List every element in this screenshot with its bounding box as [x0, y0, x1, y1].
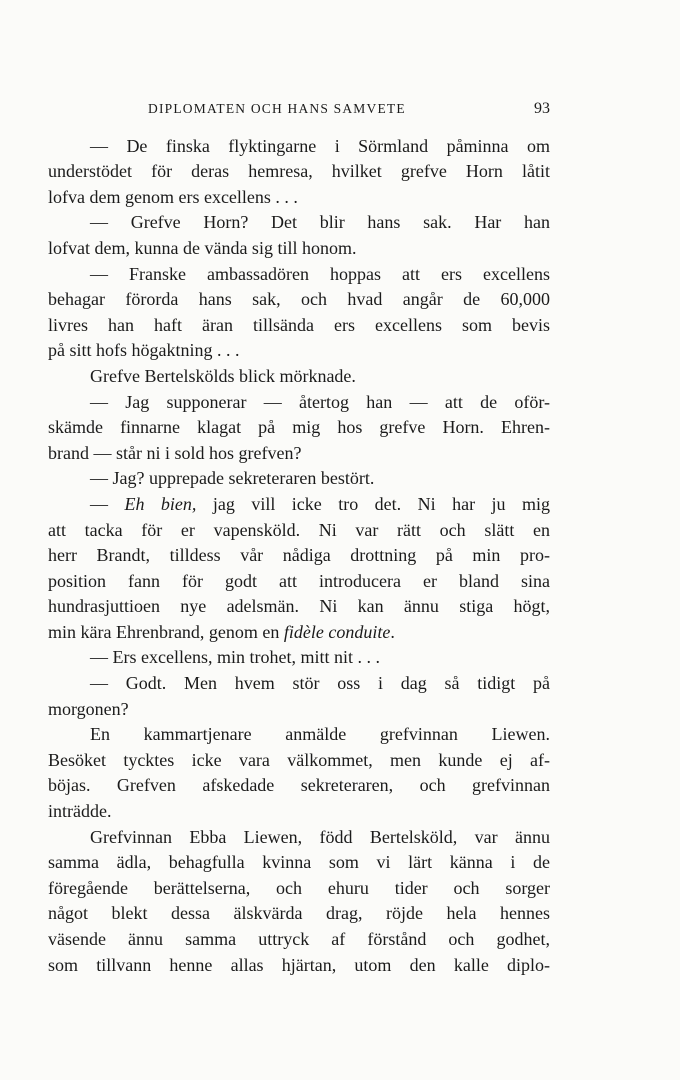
text-line: — Franske ambassadören hoppas att ers excellens: [90, 263, 550, 284]
text-line: — Ers excellens, min trohet, mitt nit . . .: [90, 647, 380, 668]
text-line: — Jag supponerar — återtog han — att de oför-: [90, 391, 550, 412]
text-line: på sitt hofs högaktning . . .: [48, 340, 240, 361]
italic-phrase: Eh bien,: [124, 493, 197, 514]
text-line: — Jag? upprepade sekreteraren bestört.: [90, 468, 375, 489]
text-line: föregående berättelserna, och ehuru tider och sorger: [48, 877, 550, 898]
text-line: morgonen?: [48, 698, 129, 719]
page-number: 93: [534, 100, 550, 117]
text-segment: jag vill icke tro det. Ni har ju mig: [196, 493, 550, 514]
running-title: DIPLOMATEN OCH HANS SAMVETE: [148, 101, 406, 116]
text-line: [48, 620, 550, 646]
italic-phrase: fidèle conduite: [283, 621, 391, 642]
text-segment: min kära Ehrenbrand, genom en: [48, 621, 284, 642]
text-line: något blekt dessa älskvärda drag, röjde hela hennes: [48, 903, 550, 924]
text-line: — De finska flyktingarne i Sörmland påminna om: [90, 135, 550, 156]
text-line: — Godt. Men hvem stör oss i dag så tidigt på: [90, 673, 550, 694]
running-header: [48, 96, 550, 122]
text-line: som tillvann henne allas hjärtan, utom den kalle diplo-: [48, 954, 550, 975]
text-line: livres han haft äran tillsända ers excellens som bevis: [48, 314, 550, 335]
text-line: hundrasjuttioen nye adelsmän. Ni kan ännu stiga högt,: [48, 596, 550, 617]
text-line: Grefvinnan Ebba Liewen, född Bertelsköld, var ännu: [90, 826, 550, 847]
body-text: [48, 134, 550, 979]
text-line: Grefve Bertelskölds blick mörknade.: [90, 365, 356, 386]
text-line: skämde finnarne klagat på mig hos grefve Horn. Ehren-: [48, 417, 550, 438]
text-segment: .: [390, 621, 395, 642]
text-line: väsende ännu samma uttryck af förstånd och godhet,: [48, 929, 550, 949]
text-line: att tacka för er vapensköld. Ni var rätt och slätt en: [48, 519, 550, 540]
text-line: herr Brandt, tilldess vår nådiga drottning på min pro-: [48, 545, 550, 566]
text-line: — Grefve Horn? Det blir hans sak. Har han: [90, 212, 550, 233]
book-page: [48, 96, 550, 978]
text-line: En kammartjenare anmälde grefvinnan Liewen.: [90, 724, 550, 745]
text-line: inträdde.: [48, 801, 112, 822]
text-line: understödet för deras hemresa, hvilket grefve Horn låtit: [48, 161, 550, 182]
text-line: lofvat dem, kunna de vända sig till honom.: [48, 237, 357, 258]
text-line: Besöket tycktes icke vara välkommet, men kunde ej af-: [48, 749, 550, 770]
text-line: position fann för godt att introducera er bland sina: [48, 570, 550, 591]
text-line: behagar förorda hans sak, och hvad angår de 60,000: [48, 289, 550, 310]
text-line: böjas. Grefven afskedade sekreteraren, och grefvinnan: [48, 775, 550, 796]
text-line: samma ädla, behagfulla kvinna som vi lärt känna i de: [48, 852, 550, 873]
text-line: brand — står ni i sold hos grefven?: [48, 442, 302, 463]
text-segment: —: [90, 493, 125, 514]
text-line: lofva dem genom ers excellens . . .: [48, 186, 298, 207]
text-line: [48, 492, 550, 518]
